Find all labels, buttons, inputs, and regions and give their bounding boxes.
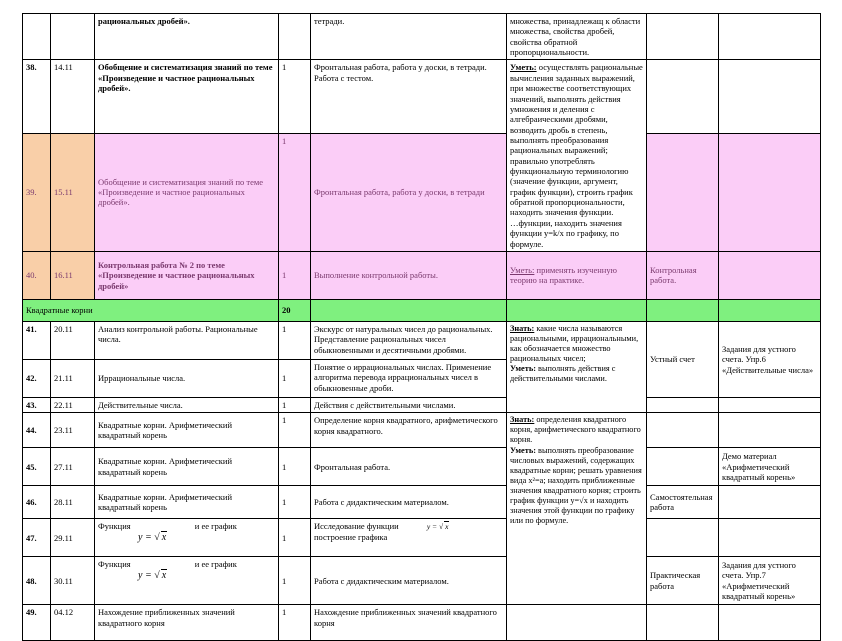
num-cell	[23, 14, 51, 60]
num-cell: 44.	[23, 413, 51, 448]
skills-cell: множества, принадлежащ к области множества, свойства дробей, свойства обратной пропорциональности.	[507, 14, 647, 60]
section-cell	[311, 299, 507, 321]
activity-cell: Понятие о иррациональных числах. Применение алгоритма перевода иррациональных чисел в обыкновенные дроби.	[311, 359, 507, 397]
topic-text: Функция	[98, 559, 131, 570]
homework-cell: Задания для устного счета. Упр.6 «Действительные числа»	[719, 321, 821, 397]
date-cell: 28.11	[51, 486, 95, 519]
skills-cell	[507, 413, 647, 605]
control-cell	[647, 413, 719, 448]
control-cell	[647, 397, 719, 412]
homework-cell	[719, 251, 821, 299]
hours-cell: 1	[279, 60, 311, 133]
num-cell: 46.	[23, 486, 51, 519]
sqrt-formula-small	[427, 522, 450, 531]
section-hours: 20	[279, 299, 311, 321]
date-cell: 29.11	[51, 519, 95, 557]
table-row	[23, 413, 821, 448]
date-cell	[51, 14, 95, 60]
activity-cell: тетради.	[311, 14, 507, 60]
num-cell: 38.	[23, 60, 51, 133]
control-cell: Самостоятельная работа	[647, 486, 719, 519]
hours-cell: 1	[279, 557, 311, 605]
activity-cell: Нахождение приближенных значений квадратного корня	[311, 605, 507, 641]
homework-cell	[719, 397, 821, 412]
table-row	[23, 60, 821, 133]
date-cell: 20.11	[51, 321, 95, 359]
skills-text: применять изученную теорию на практике.	[510, 265, 617, 286]
formula-eq: =	[142, 569, 155, 581]
topic-cell: Контрольная работа № 2 по теме «Произведение и частное рациональных дробей»	[95, 251, 279, 299]
topic-cell: Квадратные корни. Арифметический квадратный корень	[95, 413, 279, 448]
table-row	[23, 605, 821, 641]
hours-cell: 1	[279, 486, 311, 519]
homework-cell	[719, 14, 821, 60]
table-row	[23, 321, 821, 359]
topic-cell: Обобщение и систематизация знаний по теме «Произведение и частное рациональных дробей».	[95, 133, 279, 251]
topic-tail: и ее график	[194, 521, 237, 532]
hours-cell	[279, 14, 311, 60]
table-row	[23, 133, 821, 251]
table-row	[23, 14, 821, 60]
control-cell	[647, 448, 719, 486]
date-cell: 30.11	[51, 557, 95, 605]
topic-cell: Квадратные корни. Арифметический квадратный корень	[95, 448, 279, 486]
sqrt-icon: √	[154, 531, 160, 543]
table-row	[23, 397, 821, 412]
control-cell: Устный счет	[647, 321, 719, 397]
skills-label: Знать:	[510, 323, 535, 333]
table-row	[23, 448, 821, 486]
num-cell: 39.	[23, 133, 51, 251]
activity-cell: Определение корня квадратного, арифметического корня квадратного.	[311, 413, 507, 448]
homework-cell	[719, 413, 821, 448]
control-cell: Контрольная работа.	[647, 251, 719, 299]
activity-text: Исследование функции	[314, 521, 399, 532]
topic-cell	[95, 557, 279, 605]
hours-cell: 1	[279, 359, 311, 397]
hours-cell: 1	[279, 605, 311, 641]
date-cell: 22.11	[51, 397, 95, 412]
section-title: Квадратные корни	[23, 299, 279, 321]
formula-eq: =	[142, 531, 155, 543]
control-cell	[647, 14, 719, 60]
formula-y: y	[426, 522, 431, 532]
skills-cell	[507, 251, 647, 299]
topic-cell: Обобщение и систематизация знаний по теме «Произведение и частное рациональных дробей».	[95, 60, 279, 133]
hours-cell: 1	[279, 397, 311, 412]
homework-cell: Задания для устного счета. Упр.7 «Арифметический квадратный корень»	[719, 557, 821, 605]
table-row	[23, 486, 821, 519]
skills-cell	[507, 321, 647, 412]
skills-text: какие числа называются рациональными, иррациональными, как обозначается множество рациональных чисел;	[510, 323, 639, 364]
homework-cell	[719, 486, 821, 519]
skills-text-2: …функции, находить значения функции y=k/x по графику, по формуле.	[510, 217, 622, 249]
num-cell: 47.	[23, 519, 51, 557]
hours-cell: 1	[279, 413, 311, 448]
topic-cell	[95, 519, 279, 557]
formula-y: y	[138, 531, 143, 543]
homework-cell	[719, 605, 821, 641]
table-row	[23, 557, 821, 605]
homework-cell	[719, 60, 821, 133]
num-cell: 43.	[23, 397, 51, 412]
num-cell: 49.	[23, 605, 51, 641]
skills-label: Уметь:	[510, 265, 535, 276]
date-cell: 16.11	[51, 251, 95, 299]
activity-cell: Выполнение контрольной работы.	[311, 251, 507, 299]
num-cell: 48.	[23, 557, 51, 605]
section-cell	[647, 299, 719, 321]
num-cell: 40.	[23, 251, 51, 299]
skills-text: определения квадратного корня, арифметического квадратного корня.	[510, 415, 641, 445]
sqrt-formula	[138, 532, 167, 544]
date-cell: 14.11	[51, 60, 95, 133]
skills-cell	[507, 60, 647, 251]
skills-label: Знать:	[510, 415, 535, 425]
hours-cell: 1	[279, 519, 311, 557]
formula-x: x	[161, 569, 167, 581]
activity-cell: Действия с действительными числами.	[311, 397, 507, 412]
formula-x: x	[445, 522, 449, 532]
homework-cell	[719, 133, 821, 251]
topic-cell: Нахождение приближенных значений квадратного корня	[95, 605, 279, 641]
date-cell: 15.11	[51, 133, 95, 251]
activity-cell	[311, 519, 507, 557]
formula-x: x	[161, 531, 167, 543]
activity-cell: Экскурс от натуральных чисел до рациональных. Представление рациональных чисел обыкновенными и десятичными дробями.	[311, 321, 507, 359]
topic-tail: и ее график	[194, 559, 237, 570]
lesson-plan-table	[22, 13, 821, 641]
skills-label-2: Уметь:	[510, 364, 536, 374]
topic-cell: рациональных дробей».	[95, 14, 279, 60]
hours-cell: 1	[279, 251, 311, 299]
sqrt-icon: √	[438, 522, 444, 532]
homework-cell	[719, 519, 821, 557]
control-cell	[647, 605, 719, 641]
section-row	[23, 299, 821, 321]
activity-cell: Фронтальная работа, работа у доски, в тетради	[311, 133, 507, 251]
sqrt-formula	[138, 570, 167, 582]
section-cell	[719, 299, 821, 321]
control-cell	[647, 60, 719, 133]
skills-label: Уметь:	[510, 62, 537, 73]
homework-cell: Демо материал «Арифметический квадратный корень»	[719, 448, 821, 486]
date-cell: 21.11	[51, 359, 95, 397]
formula-eq: =	[430, 522, 439, 532]
table-row	[23, 251, 821, 299]
num-cell: 42.	[23, 359, 51, 397]
date-cell: 27.11	[51, 448, 95, 486]
topic-cell: Анализ контрольной работы. Рациональные числа.	[95, 321, 279, 359]
activity-tail: построение графика	[314, 531, 388, 542]
skills-text-2: выполнять преобразование числовых выражений, содержащих квадратные корни; решать уравнения вида x²=a; находить приближенные значения квадратного корня; строить график функции y=√x и находить значения этой функции по графику или по формуле.	[510, 445, 642, 526]
formula-y: y	[138, 569, 143, 581]
sqrt-icon: √	[154, 569, 160, 581]
control-cell	[647, 133, 719, 251]
section-cell	[507, 299, 647, 321]
activity-cell: Фронтальная работа.	[311, 448, 507, 486]
hours-cell: 1	[279, 321, 311, 359]
skills-text: осуществлять рациональные вычисления заданных выражений, при множестве соответствующих значений, выполнять действия умножения и деления с алгебраическими дробями, возводить дробь в степень, выполнять преобразования рациональных выражений; правильно употреблять функциональную терминологию (значение функции, аргумент, график функции), строить график обратной пропорциональности, находить значения функции.	[510, 62, 643, 218]
hours-cell: 1	[279, 448, 311, 486]
control-cell	[647, 519, 719, 557]
topic-cell: Иррациональные числа.	[95, 359, 279, 397]
skills-label-2: Уметь:	[510, 445, 536, 455]
date-cell: 04.12	[51, 605, 95, 641]
skills-cell	[507, 605, 647, 641]
table-row	[23, 519, 821, 557]
topic-cell: Квадратные корни. Арифметический квадратный корень	[95, 486, 279, 519]
activity-cell: Работа с дидактическим материалом.	[311, 486, 507, 519]
topic-text: Функция	[98, 521, 131, 532]
skills-text-2: выполнять действия с действительными числами.	[510, 364, 616, 384]
activity-cell: Фронтальная работа, работа у доски, в тетради. Работа с тестом.	[311, 60, 507, 133]
topic-cell: Действительные числа.	[95, 397, 279, 412]
date-cell: 23.11	[51, 413, 95, 448]
control-cell: Практическая работа	[647, 557, 719, 605]
num-cell: 45.	[23, 448, 51, 486]
hours-cell: 1	[279, 133, 311, 251]
activity-cell: Работа с дидактическим материалом.	[311, 557, 507, 605]
num-cell: 41.	[23, 321, 51, 359]
